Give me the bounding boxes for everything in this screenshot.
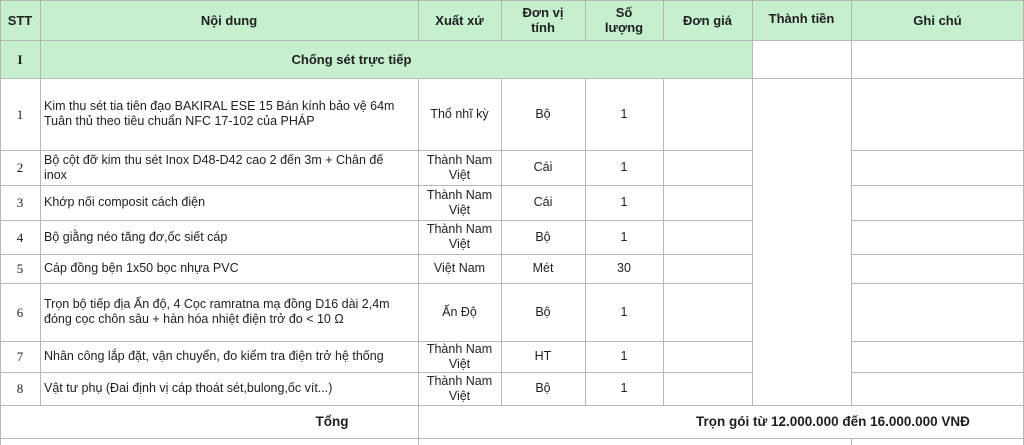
row-description: Bộ giằng néo tăng đơ,ốc siết cáp [44, 229, 228, 244]
row-stt: 4 [16, 229, 24, 245]
row-unit: Cái [533, 160, 553, 174]
row-origin: Thành Nam Việt [426, 187, 493, 217]
total-label: Tổng [315, 414, 349, 429]
grid-line [851, 254, 1024, 255]
row-description: Kim thu sét tia tiên đạo BAKIRAL ESE 15 Bán kính bảo vệ 64m Tuân thủ theo tiêu chuẩn NFC 17-102 của PHÁP [44, 99, 395, 128]
header-thanh-tien: Thành tiền [768, 11, 835, 26]
row-quantity: 1 [620, 229, 628, 244]
row-origin: Thành Nam Việt [426, 341, 493, 371]
row-stt: 8 [16, 381, 24, 396]
grid-line [851, 341, 1024, 342]
grid-line [752, 40, 753, 78]
row-quantity: 30 [617, 261, 631, 275]
row-unit: HT [534, 349, 552, 363]
grid-line [851, 372, 1024, 373]
header-don-gia: Đơn giá [683, 12, 732, 28]
grid-line [851, 438, 852, 445]
row-stt: 7 [16, 349, 24, 364]
row-stt: 5 [16, 261, 24, 276]
row-unit: Bộ [535, 381, 551, 395]
row-origin: Thành Nam Việt [426, 152, 493, 182]
total-amount: Trọn gói từ 12.000.000 đến 16.000.000 VNĐ [696, 414, 970, 429]
grid-line [752, 78, 753, 405]
row-unit: Mét [532, 261, 554, 275]
grid-line [851, 185, 1024, 186]
grid-line [851, 220, 1024, 221]
row-unit: Bộ [535, 304, 551, 319]
row-origin: Thành Nam Việt [426, 222, 493, 251]
row-stt: 1 [16, 106, 24, 122]
row-origin: Việt Nam [433, 261, 486, 275]
row-description: Bộ cột đỡ kim thu sét Inox D48-D42 cao 2 đến 3m + Chân đế inox [44, 152, 384, 182]
header-so-luong: Số lượng [604, 5, 644, 35]
row-description: Trọn bộ tiếp địa Ấn độ, 4 Cọc ramratna mạ đồng D16 dài 2,4m đóng cọc chôn sâu + hàn hóa nhiệt điện trở đo < 10 Ω [44, 297, 390, 326]
row-quantity: 1 [620, 304, 628, 319]
row-unit: Bộ [535, 106, 551, 121]
header-ghi-chu: Ghi chú [913, 12, 962, 28]
row-stt: 2 [16, 160, 24, 175]
row-quantity: 1 [620, 381, 628, 395]
row-stt: 6 [16, 304, 24, 320]
row-description: Vật tư phụ (Đai định vị cáp thoát sét,bulong,ốc vít...) [44, 381, 333, 395]
row-quantity: 1 [620, 106, 628, 121]
row-quantity: 1 [620, 160, 628, 174]
row-unit: Bộ [535, 229, 551, 244]
row-origin: Thổ nhĩ kỳ [430, 106, 489, 121]
grid-line [0, 438, 1024, 439]
row-quantity: 1 [620, 349, 628, 363]
section-title: Chống sét trực tiếp [291, 51, 412, 67]
row-quantity: 1 [620, 195, 628, 209]
row-origin: Thành Nam Việt [426, 373, 493, 403]
header-don-vi-tinh: Đơn vị tính [522, 5, 564, 35]
section-stt: I [17, 51, 23, 67]
row-origin: Ấn Độ [442, 304, 477, 319]
header-stt: STT [7, 12, 33, 28]
header-xuat-xu: Xuất xứ [435, 12, 484, 28]
grid-line [851, 40, 852, 78]
row-stt: 3 [16, 195, 24, 210]
header-noi-dung: Nội dung [200, 12, 258, 28]
row-description: Nhân công lắp đặt, vận chuyển, đo kiểm tra điện trở hệ thống [44, 349, 384, 363]
grid-line [851, 283, 1024, 284]
row-description: Khớp nối composit cách điện [44, 195, 206, 209]
row-unit: Cái [533, 195, 553, 209]
grid-line [851, 78, 852, 405]
row-description: Cáp đồng bện 1x50 bọc nhựa PVC [44, 261, 239, 275]
grid-line [663, 78, 664, 405]
grid-line [851, 150, 1024, 151]
